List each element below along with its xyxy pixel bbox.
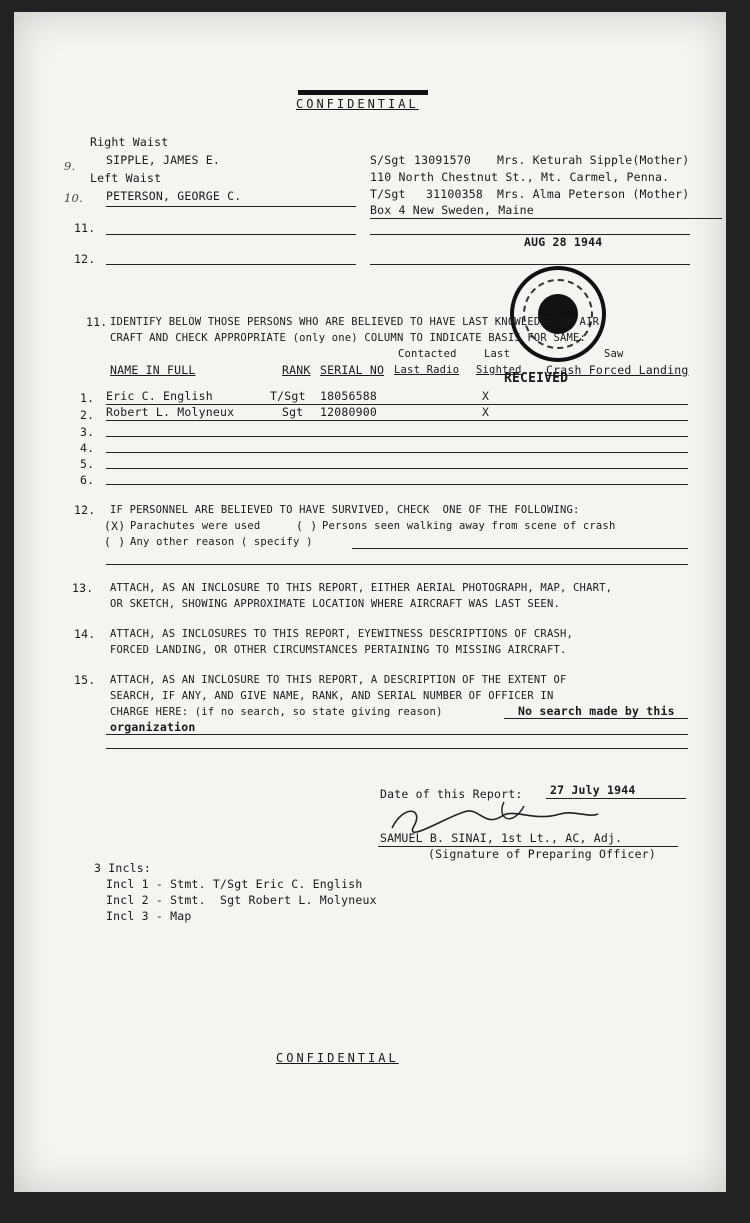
table-row-number: 6. [80, 473, 95, 487]
table-cell-mark: X [482, 389, 490, 403]
crew-number: 9. [64, 159, 76, 173]
underline [106, 264, 356, 265]
table-cell-name: Robert L. Molyneux [106, 405, 235, 419]
received-label: RECEIVED [504, 371, 569, 386]
column-header-saw: Saw [604, 348, 624, 360]
table-row-number: 2. [80, 408, 95, 422]
table-row-number: 3. [80, 425, 95, 439]
checkbox-other[interactable]: ( ) [104, 535, 126, 549]
crew-address: 110 North Chestnut St., Mt. Carmel, Penna. [370, 170, 670, 184]
table-row-number: 5. [80, 457, 95, 471]
item-number: 13. [72, 581, 94, 595]
date-value: 27 July 1944 [550, 783, 636, 797]
item-text: SEARCH, IF ANY, AND GIVE NAME, RANK, AND SERIAL NUMBER OF OFFICER IN [110, 690, 554, 702]
item-text: IF PERSONNEL ARE BELIEVED TO HAVE SURVIVED, CHECK ONE OF THE FOLLOWING: [110, 504, 580, 516]
table-cell-name: Eric C. English [106, 389, 213, 403]
header-title: CONFIDENTIAL [296, 97, 419, 111]
column-header-contacted: Contacted [398, 348, 457, 360]
item-number: 15. [74, 673, 96, 687]
underline [106, 734, 688, 735]
option-label: Persons seen walking away from scene of crash [322, 520, 616, 532]
underline [106, 564, 688, 565]
underline [370, 218, 722, 219]
crew-address: Box 4 New Sweden, Maine [370, 203, 534, 217]
inclosure-item: Incl 2 - Stmt. Sgt Robert L. Molyneux [106, 893, 377, 907]
signature-caption: (Signature of Preparing Officer) [428, 847, 656, 861]
inclosures-header: 3 Incls: [94, 861, 151, 875]
item-text: CHARGE HERE: (if no search, so state giving reason) [110, 706, 443, 718]
underline [106, 748, 688, 749]
table-rule [106, 452, 688, 453]
column-header-serial: SERIAL NO [320, 363, 385, 377]
table-row-number: 1. [80, 391, 95, 405]
redaction-bar [298, 90, 428, 95]
crew-serial: 13091570 [414, 153, 471, 167]
item-text: FORCED LANDING, OR OTHER CIRCUMSTANCES PERTAINING TO MISSING AIRCRAFT. [110, 644, 567, 656]
row-number: 11. [74, 221, 96, 235]
crew-position: Right Waist [90, 135, 169, 149]
checkbox-parachutes[interactable]: (X) [104, 519, 126, 533]
footer-title: CONFIDENTIAL [276, 1051, 399, 1065]
item-number: 11. [86, 315, 108, 329]
table-cell-serial: 18056588 [320, 389, 377, 403]
received-date: AUG 28 1944 [524, 235, 603, 249]
underline [352, 548, 688, 549]
item-text: ATTACH, AS AN INCLOSURE TO THIS REPORT, A DESCRIPTION OF THE EXTENT OF [110, 674, 567, 686]
received-stamp [510, 266, 606, 362]
item-text: IDENTIFY BELOW THOSE PERSONS WHO ARE BELIEVED TO HAVE LAST KNOWLEDGE OF AIR- [110, 316, 606, 328]
document-page [14, 12, 726, 1192]
table-cell-serial: 12080900 [320, 405, 377, 419]
table-cell-rank: Sgt [282, 405, 304, 419]
column-header-rank: RANK [282, 363, 311, 377]
date-label: Date of this Report: [380, 787, 523, 801]
crew-name: SIPPLE, JAMES E. [106, 153, 220, 167]
column-header-sighted: Sighted [476, 364, 522, 376]
item-number: 14. [74, 627, 96, 641]
option-label: Any other reason ( specify ) [130, 536, 313, 548]
inclosure-item: Incl 1 - Stmt. T/Sgt Eric C. English [106, 877, 363, 891]
underline [106, 234, 356, 235]
column-header-radio: Last Radio [394, 364, 460, 376]
crew-rank: T/Sgt [370, 187, 406, 201]
table-rule [106, 468, 688, 469]
item-text: ATTACH, AS AN INCLOSURE TO THIS REPORT, EITHER AERIAL PHOTOGRAPH, MAP, CHART, [110, 582, 613, 594]
crew-number: 10. [64, 191, 83, 205]
search-answer: organization [110, 720, 196, 734]
checkbox-walking[interactable]: ( ) [296, 519, 318, 533]
column-header-last: Last [484, 348, 511, 360]
crew-rank: S/Sgt [370, 153, 406, 167]
crew-next-of-kin: Mrs. Keturah Sipple(Mother) [497, 153, 690, 167]
table-rule [106, 436, 688, 437]
table-cell-rank: T/Sgt [270, 389, 306, 403]
signature-name: SAMUEL B. SINAI, 1st Lt., AC, Adj. [380, 831, 623, 845]
column-header-name: NAME IN FULL [110, 363, 196, 377]
search-answer: No search made by this [518, 704, 675, 718]
underline [504, 718, 688, 719]
table-rule [106, 420, 688, 421]
item-text: CRAFT AND CHECK APPROPRIATE (only one) COLUMN TO INDICATE BASIS FOR SAME: [110, 332, 587, 344]
table-cell-mark: X [482, 405, 490, 419]
underline [370, 264, 690, 265]
table-row-number: 4. [80, 441, 95, 455]
underline [106, 206, 356, 207]
crew-serial: 31100358 [426, 187, 483, 201]
table-rule [106, 484, 688, 485]
crew-name: PETERSON, GEORGE C. [106, 189, 242, 203]
crew-next-of-kin: Mrs. Alma Peterson (Mother) [497, 187, 690, 201]
item-text: ATTACH, AS INCLOSURES TO THIS REPORT, EYEWITNESS DESCRIPTIONS OF CRASH, [110, 628, 574, 640]
row-number: 12. [74, 252, 96, 266]
option-label: Parachutes were used [130, 520, 261, 532]
item-number: 12. [74, 503, 96, 517]
crew-position: Left Waist [90, 171, 162, 185]
item-text: OR SKETCH, SHOWING APPROXIMATE LOCATION WHERE AIRCRAFT WAS LAST SEEN. [110, 598, 560, 610]
column-header-crash: Crash Forced Landing [546, 363, 689, 377]
inclosure-item: Incl 3 - Map [106, 909, 192, 923]
